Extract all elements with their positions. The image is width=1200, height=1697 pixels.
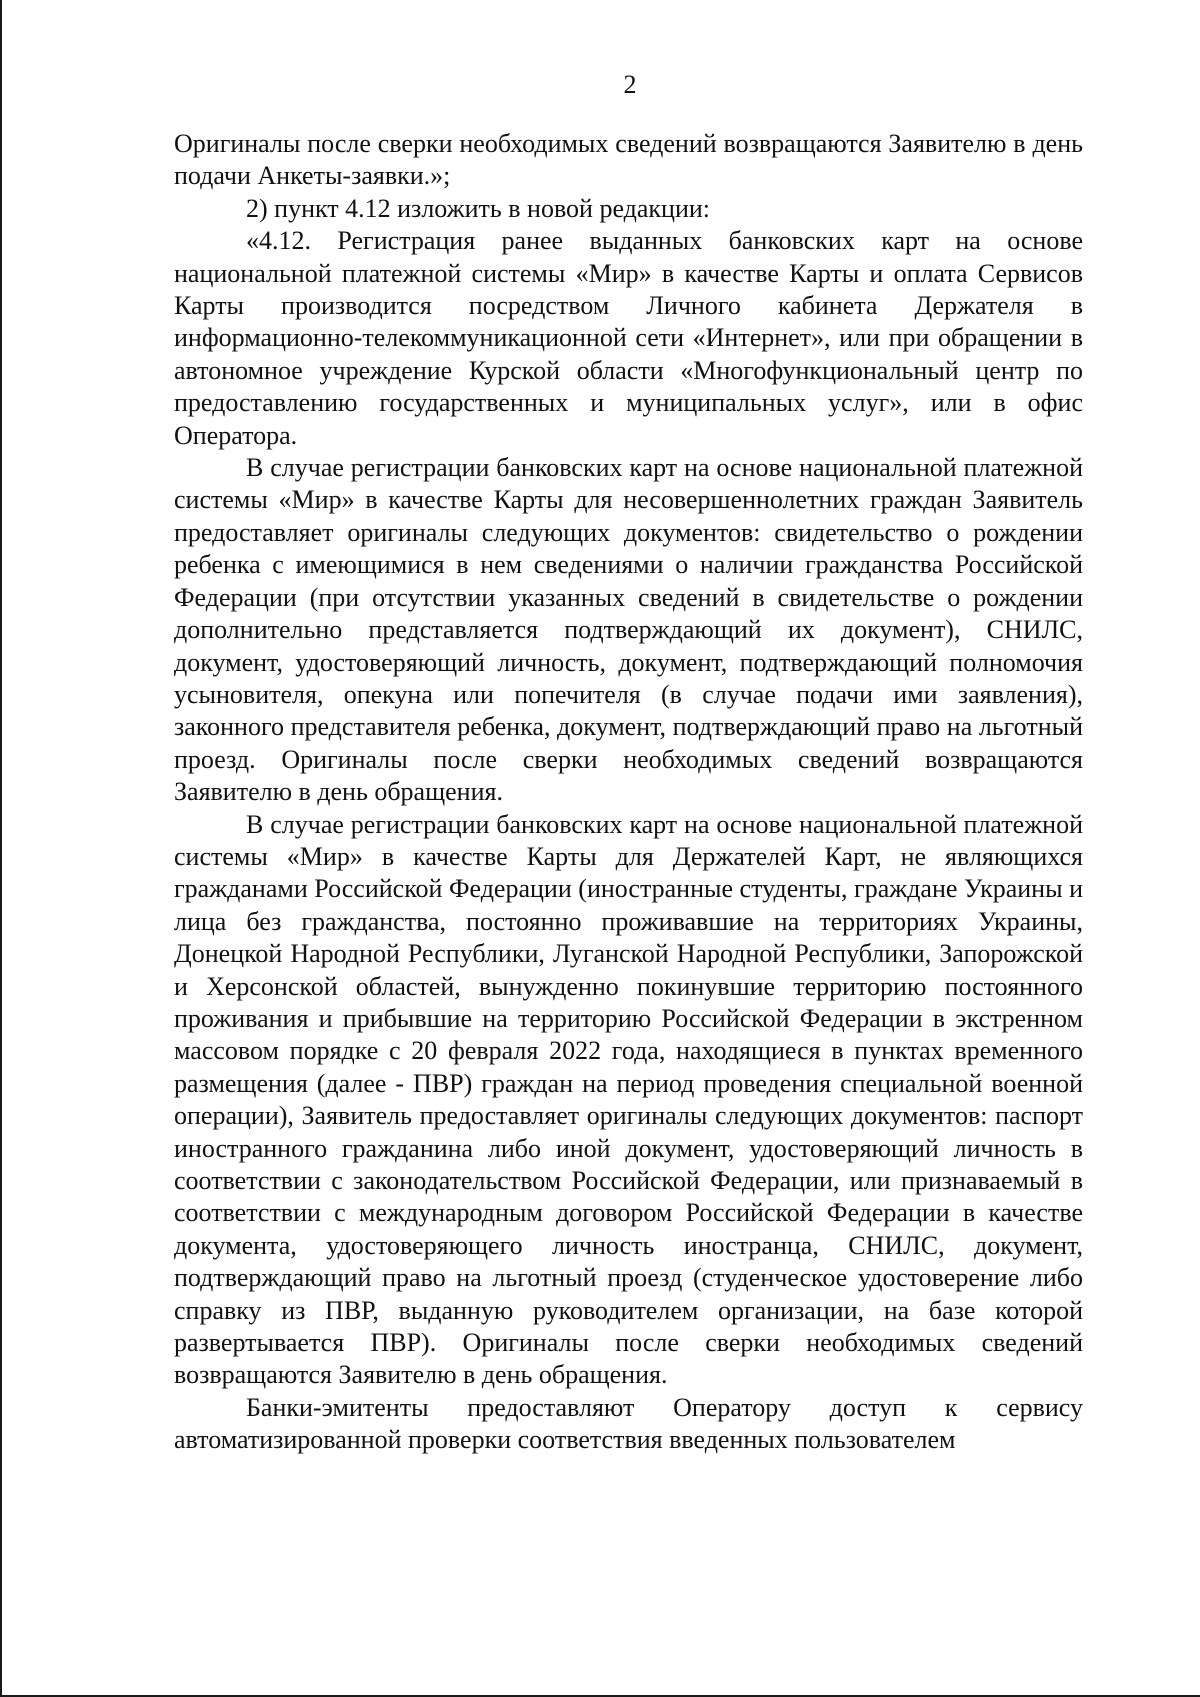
paragraph-minors-registration: В случае регистрации банковских карт на основе национальной платежной системы «Мир» в качестве Карты для несовершеннолетних граждан Заявитель предоставляет оригиналы следующих документов: свидетельство о рождении ребенка с имеющимися в нем сведениями о наличии гражданства Российской Федерации (при отсутствии указанных сведений в свидетельстве о рождении дополнительно представляется подтверждающий их документ), СНИЛС, документ, удостоверяющий личность, документ, подтверждающий полномочия усыновителя, опекуна или попечителя (в случае подачи ими заявления), законного представителя ребенка, документ, подтверждающий право на льготный проезд. Оригиналы после сверки необходимых сведений возвращаются Заявителю в день обращения. [174, 453, 1083, 807]
scan-edge-left [0, 0, 2, 1697]
paragraph-issuing-banks: Банки-эмитенты предоставляют Оператору доступ к сервису автоматизированной проверки соответствия введенных пользователем [174, 1392, 1083, 1455]
paragraph-foreign-holders-registration: В случае регистрации банковских карт на основе национальной платежной системы «Мир» в качестве Карты для Держателей Карт, не являющихся гражданами Российской Федерации (иностранные студенты, граждане Украины и лица без гражданства, постоянно проживавшие на территориях Украины, Донецкой Народной Республики, Луганской Народной Республики, Запорожской и Херсонской областей, вынужденно покинувшие территорию постоянного проживания и прибывшие на территорию Российской Федерации в экстренном массовом порядке с 20 февраля 2022 года, находящиеся в пунктах временного размещения (далее - ПВР) граждан на период проведения специальной военной операции), Заявитель предоставляет оригиналы следующих документов: паспорт иностранного гражданина либо иной документ, удостоверяющий личность в соответствии с законодательством Российской Федерации, или признаваемый в соответствии с международным договором Российской Федерации в качестве документа, удостоверяющего личность иностранца, СНИЛС, документ, подтверждающий право на льготный проезд (студенческое удостоверение либо справку из ПВР, выданную руководителем организации, на базе которой развертывается ПВР). Оригиналы после сверки необходимых сведений возвращаются Заявителю в день обращения. [174, 809, 1083, 1390]
page-number: 2 [623, 70, 637, 99]
paragraph-clause-4-12: «4.12. Регистрация ранее выданных банковских карт на основе национальной платежной системы «Мир» в качестве Карты и оплата Сервисов Карты производится посредством Личного кабинета Держателя в информационно-телекоммуникационной сети «Интернет», или при обращении в автономное учреждение Курской области «Многофункциональный центр по предоставлению государственных и муниципальных услуг», или в офис Оператора. [174, 226, 1083, 450]
paragraph-originals-return: Оригиналы после сверки необходимых сведений возвращаются Заявителю в день подачи Анкеты-заявки.»; [174, 129, 1083, 191]
paragraph-item-2-heading: 2) пункт 4.12 изложить в новой редакции: [246, 193, 711, 223]
document-body [174, 128, 1083, 1457]
